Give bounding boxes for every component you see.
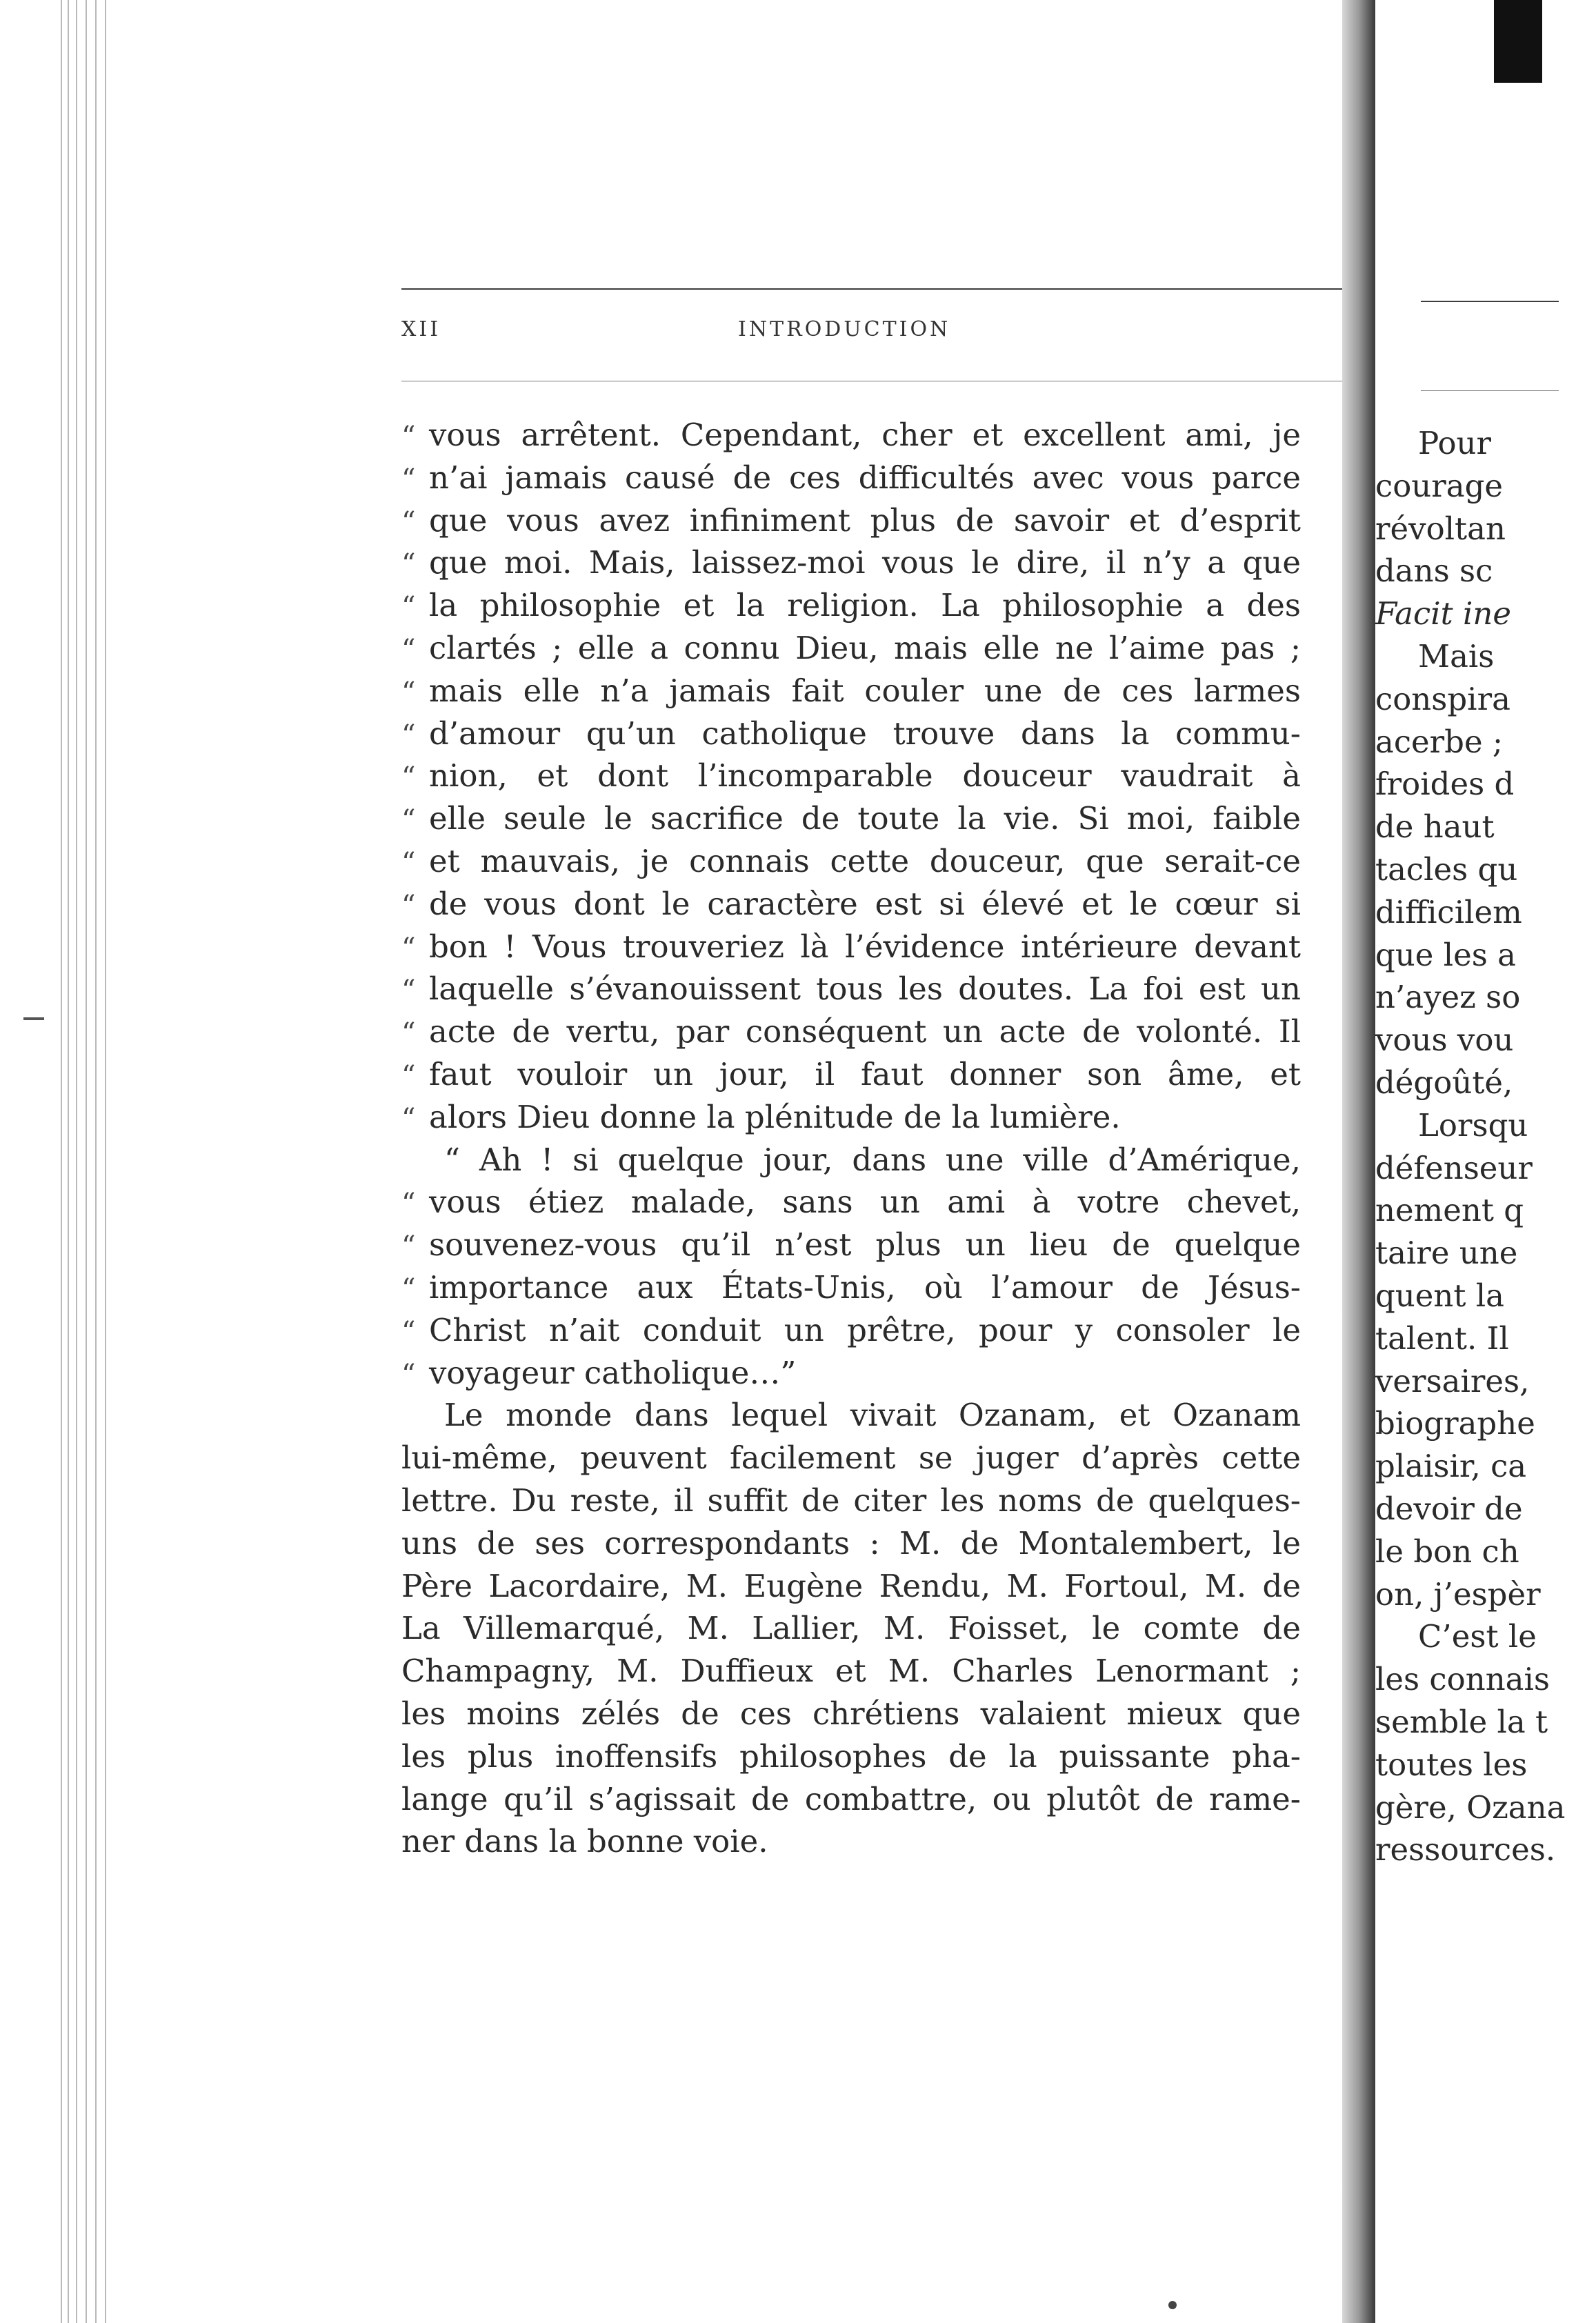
facing-text bbox=[1375, 422, 1596, 1871]
line-text: importance aux États-Unis, où l’amour de Jésus- bbox=[429, 1268, 1301, 1306]
facing-line: Pour bbox=[1418, 425, 1492, 461]
line-text: la philosophie et la religion. La philosophie a des bbox=[429, 587, 1301, 624]
text-line bbox=[401, 1139, 1301, 1182]
line-text: Le monde dans lequel vivait Ozanam, et Ozanam bbox=[444, 1397, 1301, 1434]
text-line bbox=[401, 1266, 1301, 1309]
line-text: ner dans la bonne voie. bbox=[401, 1823, 768, 1860]
text-line bbox=[401, 1224, 1301, 1266]
line-text: uns de ses correspondants : M. de Montalembert, le bbox=[401, 1524, 1301, 1562]
line-text: les plus inoffensifs philosophes de la puissante pha- bbox=[401, 1737, 1301, 1775]
facing-line: les connais bbox=[1375, 1661, 1550, 1698]
facing-line: de haut bbox=[1375, 808, 1495, 846]
line-text: mais elle n’a jamais fait couler une de ces larmes bbox=[429, 672, 1301, 709]
facing-line: que les a bbox=[1375, 936, 1516, 973]
quote-mark: “ bbox=[401, 889, 416, 921]
facing-line: ressources. bbox=[1375, 1831, 1556, 1868]
text-line bbox=[401, 1309, 1301, 1352]
line-text: d’amour qu’un catholique trouve dans la commu- bbox=[429, 715, 1301, 752]
facing-line: tacles qu bbox=[1375, 850, 1518, 888]
line-text: Père Lacordaire, M. Eugène Rendu, M. Fortoul, M. de bbox=[401, 1567, 1301, 1604]
facing-line: le bon ch bbox=[1375, 1533, 1519, 1570]
facing-line: talent. Il bbox=[1375, 1319, 1509, 1357]
text-line bbox=[401, 1607, 1301, 1650]
text-line bbox=[401, 1394, 1301, 1437]
facing-line: on, j’espèr bbox=[1375, 1575, 1541, 1613]
text-line bbox=[401, 1479, 1301, 1522]
line-text: vous étiez malade, sans un ami à votre chevet, bbox=[429, 1184, 1301, 1221]
text-line bbox=[401, 755, 1301, 797]
quote-mark: “ bbox=[401, 1017, 416, 1050]
facing-line: révoltan bbox=[1375, 510, 1506, 547]
scan-speck bbox=[1168, 2301, 1177, 2309]
line-text: et mauvais, je connais cette douceur, que serait-ce bbox=[429, 842, 1301, 879]
text-line bbox=[401, 1181, 1301, 1224]
facing-line: acerbe ; bbox=[1375, 723, 1504, 760]
facing-line: C’est le bbox=[1418, 1618, 1537, 1655]
facing-line: courage bbox=[1375, 467, 1504, 504]
facing-line: plaisir, ca bbox=[1375, 1448, 1527, 1485]
facing-line: taire une bbox=[1375, 1235, 1518, 1272]
text-line bbox=[401, 926, 1301, 968]
line-text: les moins zélés de ces chrétiens valaient mieux que bbox=[401, 1695, 1301, 1732]
quote-mark: “ bbox=[401, 1102, 416, 1135]
line-text: faut vouloir un jour, il faut donner son âme, et bbox=[429, 1055, 1301, 1093]
quote-mark: “ bbox=[401, 804, 416, 837]
facing-page bbox=[1375, 0, 1566, 2323]
quote-mark: “ bbox=[401, 1358, 416, 1390]
facing-line: dans sc bbox=[1375, 552, 1493, 590]
facing-line: gère, Ozana bbox=[1375, 1788, 1566, 1826]
line-text: acte de vertu, par conséquent un acte de volonté. Il bbox=[429, 1013, 1301, 1050]
line-text: que vous avez infiniment plus de savoir et d’esprit bbox=[429, 501, 1301, 539]
line-text: Champagny, M. Duffieux et M. Charles Lenormant ; bbox=[401, 1653, 1301, 1690]
facing-line: semble la t bbox=[1375, 1703, 1548, 1740]
facing-line: dégoûté, bbox=[1375, 1064, 1513, 1101]
facing-header-rule bbox=[1421, 301, 1559, 302]
line-text: nion, et dont l’incomparable douceur vaudrait à bbox=[429, 757, 1301, 795]
line-text: Christ n’ait conduit un prêtre, pour y consoler le bbox=[429, 1311, 1301, 1348]
quote-mark: “ bbox=[401, 1273, 416, 1305]
line-text: elle seule le sacrifice de toute la vie. Si moi, faible bbox=[429, 800, 1301, 837]
quote-mark: “ bbox=[401, 421, 416, 452]
line-text: souvenez-vous qu’il n’est plus un lieu de quelque bbox=[429, 1226, 1301, 1264]
text-line bbox=[401, 1096, 1301, 1139]
quote-mark: “ bbox=[401, 932, 416, 964]
header-rule-top bbox=[401, 288, 1407, 290]
line-text: bon ! Vous trouveriez là l’évidence intérieure devant bbox=[429, 928, 1301, 965]
facing-line: Lorsqu bbox=[1418, 1106, 1528, 1144]
facing-line: quent la bbox=[1375, 1277, 1505, 1314]
text-line bbox=[401, 840, 1301, 883]
quote-mark: “ bbox=[401, 633, 416, 666]
text-line bbox=[401, 1522, 1301, 1565]
line-text: n’ai jamais causé de ces difficultés avec vous parce bbox=[429, 459, 1301, 496]
facing-line: défenseur bbox=[1375, 1149, 1533, 1186]
facing-line: devoir de bbox=[1375, 1490, 1523, 1527]
facing-line: vous vou bbox=[1375, 1021, 1514, 1059]
body-text bbox=[401, 414, 1301, 1863]
facing-line: Facit ine bbox=[1375, 595, 1511, 632]
text-line bbox=[401, 968, 1301, 1010]
line-text: vous arrêtent. Cependant, cher et excellent ami, je bbox=[429, 417, 1301, 453]
text-line bbox=[401, 1650, 1301, 1693]
facing-line: n’ayez so bbox=[1375, 979, 1521, 1016]
facing-line: nement q bbox=[1375, 1192, 1524, 1229]
line-text: alors Dieu donne la plénitude de la lumière. bbox=[429, 1098, 1121, 1135]
quote-mark: “ bbox=[401, 761, 416, 794]
quote-mark: “ bbox=[401, 676, 416, 708]
quote-mark: “ bbox=[401, 591, 416, 624]
facing-line: froides d bbox=[1375, 766, 1515, 803]
facing-line: conspira bbox=[1375, 680, 1510, 717]
line-text: voyageur catholique…” bbox=[429, 1354, 797, 1391]
text-line bbox=[401, 499, 1301, 542]
quote-mark: “ bbox=[401, 1188, 416, 1220]
line-text: laquelle s’évanouissent tous les doutes. La foi est un bbox=[429, 970, 1301, 1008]
quote-mark: “ bbox=[401, 506, 416, 538]
line-text: que moi. Mais, laissez-moi vous le dire, il n’y a que bbox=[429, 544, 1301, 581]
line-text: de vous dont le caractère est si élevé et le cœur si bbox=[429, 885, 1301, 922]
text-line bbox=[401, 883, 1301, 926]
quote-mark: “ bbox=[401, 975, 416, 1007]
running-title: INTRODUCTION bbox=[738, 317, 951, 341]
quote-mark: “ bbox=[401, 463, 416, 495]
text-line bbox=[401, 797, 1301, 840]
quote-mark: “ bbox=[401, 1315, 416, 1348]
text-line bbox=[401, 1735, 1301, 1778]
facing-line: biographe bbox=[1375, 1405, 1535, 1442]
scan-border bbox=[1494, 0, 1542, 83]
facing-line: versaires, bbox=[1375, 1362, 1530, 1399]
edge-mark bbox=[23, 1017, 44, 1020]
quote-mark: “ bbox=[401, 1230, 416, 1263]
page-number: XII bbox=[401, 317, 441, 341]
text-line bbox=[401, 414, 1301, 457]
line-text: clartés ; elle a connu Dieu, mais elle ne l’aime pas ; bbox=[429, 629, 1301, 666]
facing-line: toutes les bbox=[1375, 1746, 1528, 1783]
quote-mark: “ bbox=[401, 1059, 416, 1092]
facing-header-rule-bottom bbox=[1421, 390, 1559, 391]
line-text: lui-même, peuvent facilement se juger d’après cette bbox=[401, 1439, 1301, 1477]
facing-line: difficilem bbox=[1375, 893, 1522, 930]
facing-line: Mais bbox=[1418, 637, 1495, 675]
text-line bbox=[401, 541, 1301, 584]
line-text: La Villemarqué, M. Lallier, M. Foisset, le comte de bbox=[401, 1610, 1301, 1647]
text-line bbox=[401, 1053, 1301, 1096]
text-line bbox=[401, 584, 1301, 627]
text-line bbox=[401, 1437, 1301, 1479]
line-text: “ Ah ! si quelque jour, dans une ville d’Amérique, bbox=[444, 1141, 1301, 1178]
text-line bbox=[401, 1352, 1301, 1395]
text-line bbox=[401, 670, 1301, 712]
quote-mark: “ bbox=[401, 846, 416, 879]
text-line bbox=[401, 1820, 1301, 1863]
text-line bbox=[401, 1010, 1301, 1053]
page-header bbox=[401, 317, 1298, 359]
text-line bbox=[401, 1565, 1301, 1608]
quote-mark: “ bbox=[401, 719, 416, 751]
quote-mark: “ bbox=[401, 548, 416, 581]
text-line bbox=[401, 712, 1301, 755]
text-line bbox=[401, 1693, 1301, 1735]
text-line bbox=[401, 457, 1301, 499]
line-text: lange qu’il s’agissait de combattre, ou plutôt de rame- bbox=[401, 1780, 1301, 1817]
text-line bbox=[401, 627, 1301, 670]
page-stack-edge bbox=[61, 0, 109, 2323]
line-text: lettre. Du reste, il suffit de citer les noms de quelques- bbox=[401, 1482, 1301, 1519]
text-line bbox=[401, 1778, 1301, 1821]
